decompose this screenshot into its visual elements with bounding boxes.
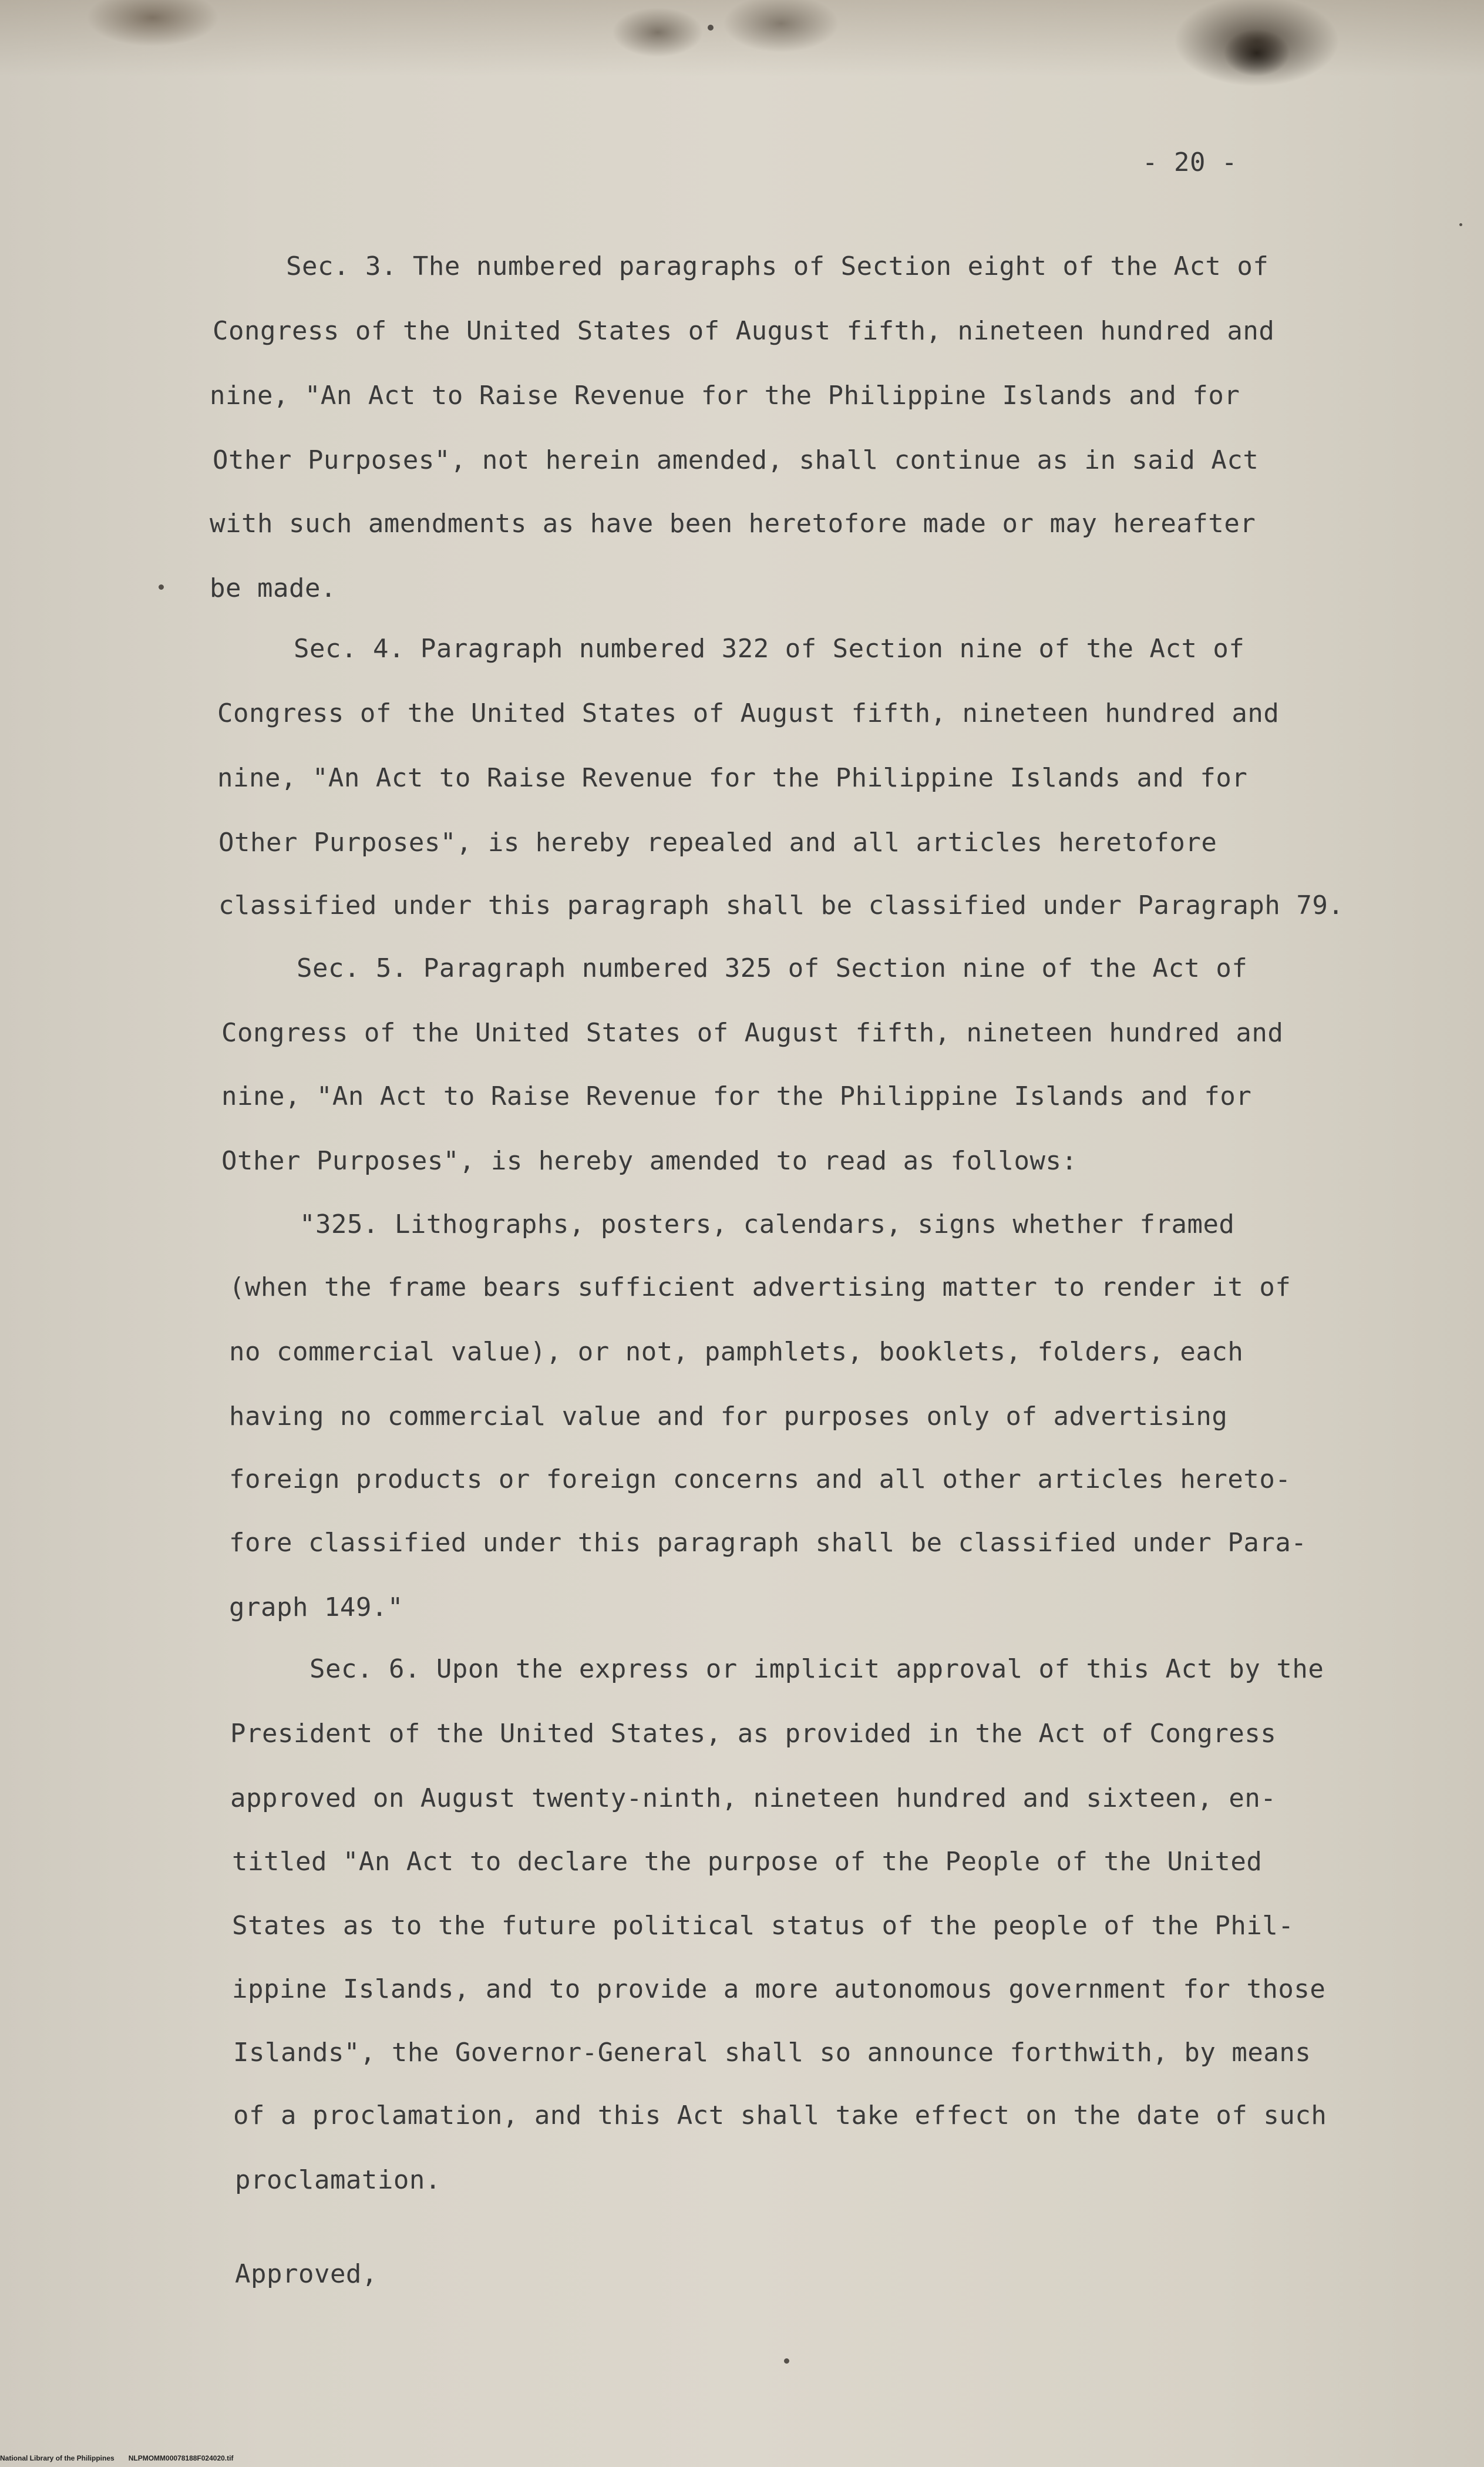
approved-line: Approved, <box>235 2259 378 2289</box>
sec4-line-5: classified under this paragraph shall be classified under Paragraph 79. <box>218 890 1344 920</box>
para325-line-2: (when the frame bears sufficient advertising matter to render it of <box>229 1272 1291 1302</box>
sec6-line-8: of a proclamation, and this Act shall take effect on the date of such <box>233 2100 1327 2130</box>
archive-footer <box>0 2454 233 2462</box>
sec6-line-4: titled "An Act to declare the purpose of the People of the United <box>232 1847 1263 1877</box>
sec4-line-1: Sec. 4. Paragraph numbered 322 of Section nine of the Act of <box>294 634 1245 664</box>
para325-line-3: no commercial value), or not, pamphlets, booklets, folders, each <box>229 1337 1244 1367</box>
sec6-line-7: Islands", the Governor-General shall so announce forthwith, by means <box>233 2038 1311 2068</box>
footer-file: NLPMOMM00078188F024020.tif <box>128 2454 234 2462</box>
page-number: - 20 - <box>1142 147 1237 177</box>
paper-speck <box>1459 223 1462 226</box>
sec4-line-3: nine, "An Act to Raise Revenue for the Philippine Islands and for <box>217 763 1248 793</box>
paper-speck <box>159 584 164 590</box>
para325-line-6: fore classified under this paragraph shall be classified under Para- <box>229 1528 1307 1558</box>
sec3-line-2: Congress of the United States of August fifth, nineteen hundred and <box>213 316 1275 346</box>
sec6-line-5: States as to the future political status of the people of the Phil- <box>232 1911 1294 1941</box>
sec5-line-3: nine, "An Act to Raise Revenue for the Philippine Islands and for <box>221 1081 1252 1111</box>
sec6-line-2: President of the United States, as provided in the Act of Congress <box>230 1719 1277 1749</box>
sec6-line-9: proclamation. <box>235 2165 441 2195</box>
footer-library: National Library of the Philippines <box>0 2454 115 2462</box>
sec4-line-4: Other Purposes", is hereby repealed and all articles heretofore <box>218 828 1217 858</box>
sec3-line-5: with such amendments as have been heretofore made or may hereafter <box>210 509 1256 539</box>
sec5-line-4: Other Purposes", is hereby amended to read as follows: <box>221 1146 1078 1176</box>
sec3-line-6: be made. <box>210 573 336 603</box>
paper-speck <box>784 2358 789 2364</box>
page-edge-shadow <box>0 0 1484 76</box>
sec5-line-2: Congress of the United States of August fifth, nineteen hundred and <box>221 1018 1284 1048</box>
para325-line-4: having no commercial value and for purposes only of advertising <box>229 1401 1228 1431</box>
sec6-line-1: Sec. 6. Upon the express or implicit approval of this Act by the <box>309 1654 1324 1684</box>
sec5-line-1: Sec. 5. Paragraph numbered 325 of Section nine of the Act of <box>297 953 1248 983</box>
paper-speck <box>708 25 714 31</box>
para325-line-5: foreign products or foreign concerns and all other articles hereto- <box>229 1464 1291 1494</box>
sec3-line-4: Other Purposes", not herein amended, shall continue as in said Act <box>213 445 1259 475</box>
sec3-line-3: nine, "An Act to Raise Revenue for the Philippine Islands and for <box>210 381 1240 411</box>
sec3-line-1: Sec. 3. The numbered paragraphs of Section eight of the Act of <box>286 251 1269 281</box>
para325-line-1: "325. Lithographs, posters, calendars, signs whether framed <box>300 1209 1235 1239</box>
para325-line-7: graph 149." <box>229 1592 403 1622</box>
sec6-line-6: ippine Islands, and to provide a more autonomous government for those <box>232 1974 1326 2004</box>
sec6-line-3: approved on August twenty-ninth, nineteen hundred and sixteen, en- <box>230 1783 1277 1813</box>
sec4-line-2: Congress of the United States of August fifth, nineteen hundred and <box>217 698 1280 728</box>
